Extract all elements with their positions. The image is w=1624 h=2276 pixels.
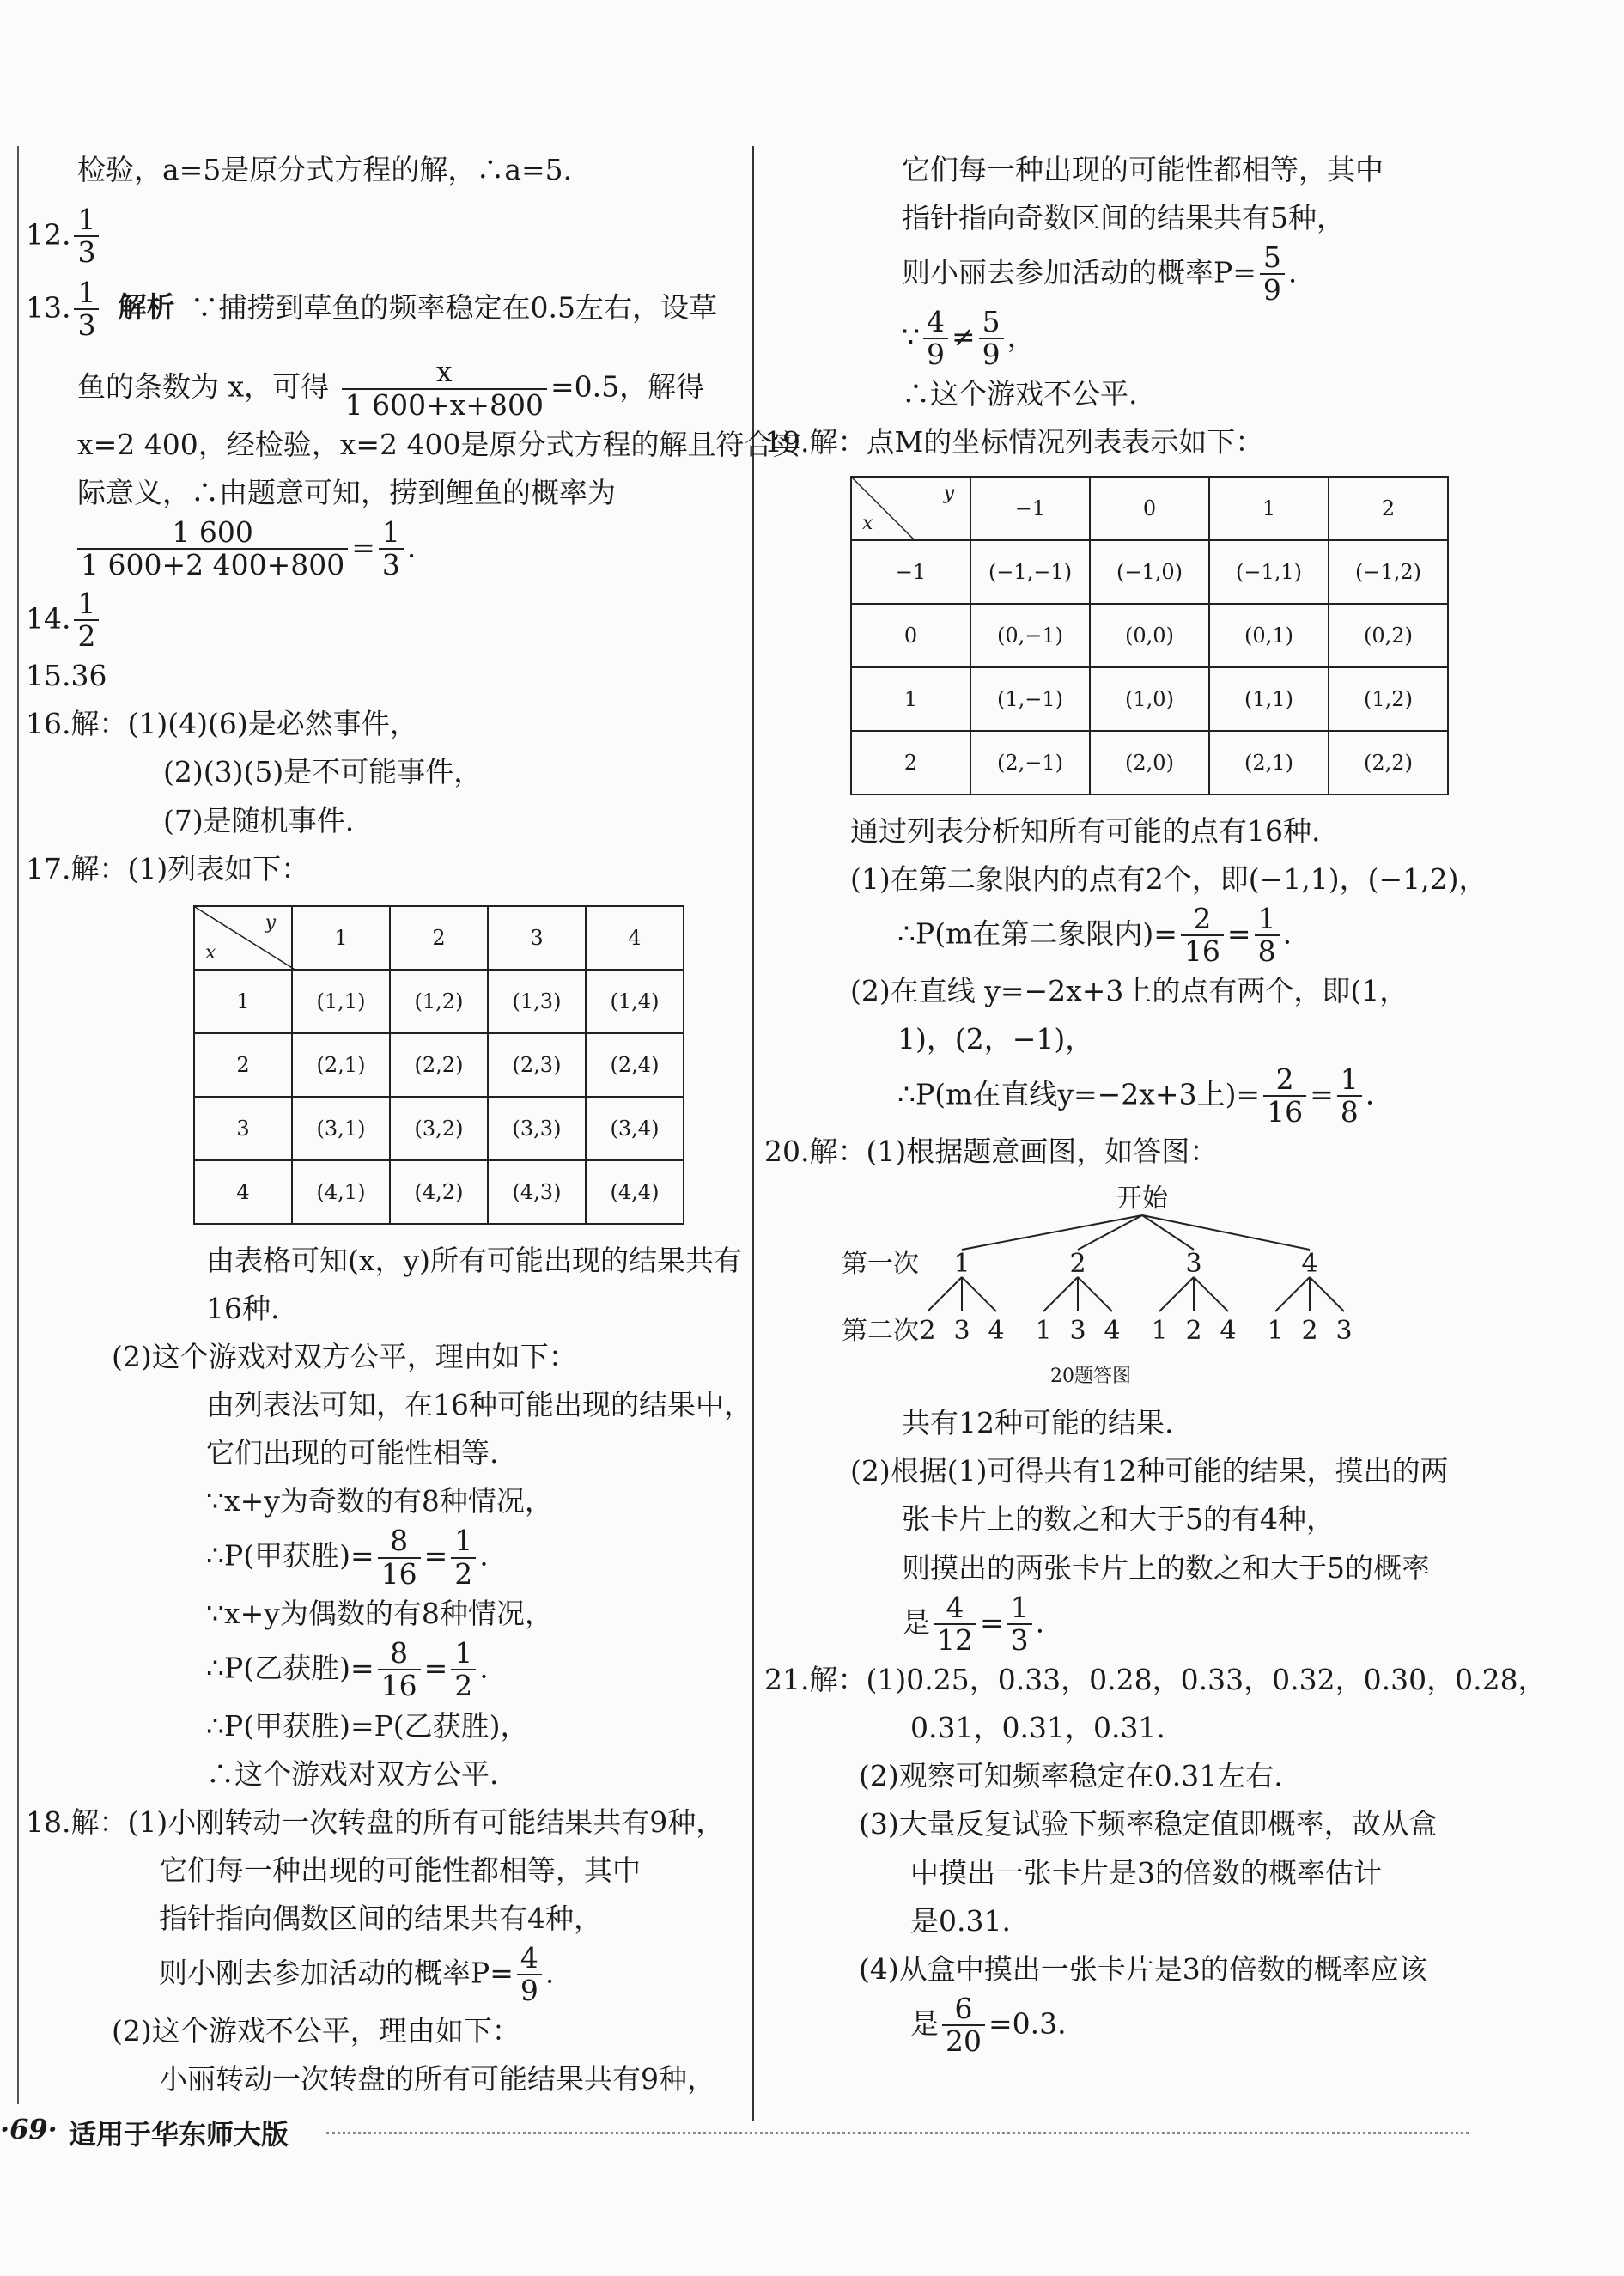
tree-start: 开始: [1116, 1184, 1168, 1214]
line: 通过列表分析知所有可能的点有16种.: [850, 813, 1321, 848]
q21: 21.解：(1)0.25，0.33，0.28，0.33，0.32，0.30，0.28，: [764, 1663, 1547, 1697]
text: 则小刚去参加活动的概率P=: [159, 1956, 514, 1990]
line: [764, 1993, 1477, 2058]
tree-leaf: 3: [1069, 1316, 1086, 1347]
line: 指针指向偶数区间的结果共有4种，: [159, 1901, 602, 1935]
table-cell: (2,1): [292, 1033, 390, 1097]
fraction: [1007, 1592, 1032, 1657]
line: 它们出现的可能性相等.: [206, 1436, 499, 1470]
numerator: 6: [942, 1993, 985, 2026]
row-header: 2: [851, 731, 970, 794]
fraction: [1260, 242, 1285, 307]
numerator: 1: [379, 517, 404, 550]
header-cell: 2: [1329, 477, 1448, 540]
numerator: 1: [74, 204, 99, 237]
text: ∴P(乙获胜)=: [206, 1651, 374, 1685]
denominator: 8: [1257, 934, 1276, 969]
text: ，: [1007, 319, 1036, 354]
tree-level-label: 第一次: [842, 1249, 919, 1280]
table-row: [194, 970, 684, 1033]
text: =: [1226, 916, 1251, 951]
q-number: 13.: [26, 289, 71, 324]
numerator: 4: [923, 307, 948, 339]
q13: [26, 277, 739, 342]
q19: 19.解：点M的坐标情况列表表示如下：: [764, 425, 1264, 459]
text: ∵: [902, 319, 920, 354]
denominator: 3: [381, 548, 400, 582]
table-header-row: [194, 906, 684, 970]
numerator: 4: [934, 1592, 976, 1625]
q15: 15.36: [26, 659, 107, 693]
denominator: 16: [380, 1669, 417, 1703]
denominator: 12: [937, 1622, 973, 1657]
row-header: 1: [851, 667, 970, 731]
q16: 16.解：(1)(4)(6)是必然事件，: [26, 707, 418, 741]
line: [764, 1064, 1477, 1129]
text: .: [1365, 1076, 1375, 1111]
fraction: [934, 1592, 976, 1657]
row-header: 4: [194, 1160, 292, 1224]
tree-leaf: 3: [953, 1316, 970, 1347]
text: =: [423, 1538, 448, 1573]
fraction: [378, 1525, 421, 1590]
denominator: 3: [77, 235, 96, 270]
q17: 17.解：(1)列表如下：: [26, 851, 310, 885]
numerator: 1: [451, 1525, 476, 1558]
denominator: 3: [77, 307, 96, 342]
denominator: 9: [520, 1974, 538, 2008]
page-number: ·69·: [0, 2113, 58, 2145]
numerator: x: [342, 356, 547, 389]
text: =0.3.: [988, 2006, 1067, 2041]
text: 是: [910, 2006, 939, 2041]
line: 16种.: [206, 1291, 280, 1325]
tree-diagram: [842, 1176, 1426, 1399]
line: (2)(3)(5)是不可能事件，: [163, 755, 483, 789]
text: =0.5，解得: [550, 369, 705, 404]
text: =: [351, 530, 375, 564]
line: 指针指向奇数区间的结果共有5种，: [902, 201, 1345, 235]
tree-leaf: 1: [1035, 1316, 1052, 1347]
text: .: [1282, 916, 1293, 951]
tree-caption: 20题答图: [1050, 1366, 1131, 1388]
table-cell: (1,4): [586, 970, 684, 1033]
text: .: [406, 530, 417, 564]
fraction: [74, 588, 99, 653]
header-cell: 2: [390, 906, 488, 970]
numerator: 1: [1337, 1064, 1362, 1097]
denominator: 2: [77, 618, 96, 653]
table-cell: (1,2): [390, 970, 488, 1033]
tree-leaf: 4: [1104, 1316, 1121, 1347]
line: (2)观察可知频率稳定在0.31左右.: [859, 1759, 1283, 1793]
line: (1)在第二象限内的点有2个，即(−1,1)，(−1,2)，: [850, 861, 1487, 896]
fraction: [77, 517, 348, 581]
fraction: [74, 277, 99, 342]
line: [26, 1943, 739, 2007]
table-cell: (1,1): [1209, 667, 1329, 731]
text: =: [1310, 1076, 1334, 1111]
tree-leaf: 2: [1185, 1316, 1202, 1347]
dotted-rule: [326, 2132, 1469, 2134]
tree-leaf: 4: [1220, 1316, 1237, 1347]
corner-cell: [194, 906, 292, 970]
text: 鱼的条数为 x，可得: [77, 369, 330, 404]
q18: 18.解：(1)小刚转动一次转盘的所有可能结果共有9种，: [26, 1804, 725, 1839]
denominator: 3: [1010, 1622, 1029, 1657]
line: ∴P(甲获胜)=P(乙获胜)，: [206, 1708, 529, 1743]
tree-leaf: 4: [988, 1316, 1005, 1347]
row-header: 3: [194, 1097, 292, 1160]
table-cell: (2,4): [586, 1033, 684, 1097]
q-number: 12.: [26, 217, 71, 252]
fraction: [74, 204, 99, 269]
table-cell: (2,2): [390, 1033, 488, 1097]
table-row: [194, 1033, 684, 1097]
text: =: [423, 1651, 448, 1685]
table-19: [850, 476, 1449, 795]
denominator: 2: [454, 1669, 473, 1703]
line: [764, 901, 1477, 969]
fraction: [1337, 1064, 1362, 1129]
denominator: 9: [982, 338, 1001, 372]
text: .: [479, 1538, 489, 1573]
line: [26, 356, 739, 421]
tree-node: 3: [1185, 1249, 1202, 1280]
table-cell: (0,0): [1090, 604, 1209, 667]
text: ∴P(m在直线y=−2x+3上)=: [897, 1076, 1261, 1111]
header-cell: 1: [292, 906, 390, 970]
denominator: 8: [1340, 1094, 1359, 1129]
fraction: [923, 304, 948, 372]
table-cell: (4,3): [488, 1160, 586, 1224]
table-row: [851, 604, 1448, 667]
tree-node: 1: [953, 1249, 970, 1280]
fraction: [1181, 901, 1224, 969]
table-cell: (0,−1): [970, 604, 1090, 667]
numerator: 4: [517, 1943, 542, 1975]
numerator: 5: [979, 307, 1004, 339]
denominator: 9: [1262, 273, 1281, 307]
line: (3)大量反复试验下频率稳定值即概率，故从盒: [859, 1807, 1438, 1841]
line: ∵x+y为偶数的有8种情况，: [206, 1596, 553, 1630]
x-label: x: [862, 512, 873, 534]
line: 中摸出一张卡片是3的倍数的概率估计: [910, 1855, 1382, 1890]
line: [764, 304, 1477, 372]
table-cell: (3,2): [390, 1097, 488, 1160]
table-header-row: [851, 477, 1448, 540]
analysis-tag: 解析: [118, 289, 175, 324]
fraction: [979, 304, 1004, 372]
tree-branches: [928, 1215, 1344, 1311]
fraction: [1255, 901, 1280, 969]
fraction: [517, 1943, 542, 2007]
line: 它们每一种出现的可能性都相等，其中: [902, 153, 1384, 186]
table-row: [851, 731, 1448, 794]
q20: 20.解：(1)根据题意画图，如答图：: [764, 1135, 1219, 1169]
text: =: [980, 1604, 1004, 1639]
table-cell: (1,−1): [970, 667, 1090, 731]
tree-level-label: 第二次: [842, 1316, 919, 1347]
tree-node: 4: [1301, 1249, 1318, 1280]
table-row: [851, 667, 1448, 731]
denominator: 16: [380, 1556, 417, 1591]
table-cell: (−1,1): [1209, 540, 1329, 604]
table-cell: (2,0): [1090, 731, 1209, 794]
line: 张卡片上的数之和大于5的有4种，: [902, 1502, 1335, 1537]
text: 则小丽去参加活动的概率P=: [902, 255, 1256, 289]
line: ∴这个游戏对双方公平.: [206, 1756, 499, 1791]
numerator: 8: [378, 1638, 421, 1670]
tree-leaf: 1: [1267, 1316, 1284, 1347]
left-column: [26, 146, 801, 2103]
denominator: 2: [454, 1556, 473, 1591]
table-row: [194, 1097, 684, 1160]
numerator: 1: [74, 588, 99, 621]
line: [764, 1592, 1477, 1657]
q12: [26, 204, 739, 269]
denominator: 16: [1267, 1094, 1304, 1129]
table-cell: (4,4): [586, 1160, 684, 1224]
denominator: 20: [946, 2024, 982, 2059]
line: (2)这个游戏对双方公平，理由如下：: [112, 1339, 577, 1373]
table-cell: (2,−1): [970, 731, 1090, 794]
header-cell: 0: [1090, 477, 1209, 540]
text: .: [544, 1956, 555, 1990]
text: .: [1287, 255, 1298, 289]
text: ∴P(甲获胜)=: [206, 1538, 374, 1573]
numerator: 1: [1255, 904, 1280, 936]
line: 是0.31.: [910, 1903, 1011, 1938]
line: (4)从盒中摸出一张卡片是3的倍数的概率应该: [859, 1951, 1427, 1986]
table-cell: (2,3): [488, 1033, 586, 1097]
table-cell: (4,1): [292, 1160, 390, 1224]
line: 0.31，0.31，0.31.: [910, 1711, 1165, 1745]
numerator: 5: [1260, 242, 1285, 275]
header-cell: −1: [970, 477, 1090, 540]
table-cell: (1,1): [292, 970, 390, 1033]
table-cell: (3,1): [292, 1097, 390, 1160]
table-cell: (1,0): [1090, 667, 1209, 731]
table-row: [851, 540, 1448, 604]
line: ∵x+y为奇数的有8种情况，: [206, 1484, 553, 1518]
table-17: [193, 905, 684, 1225]
line: (7)是随机事件.: [163, 803, 355, 837]
line: [764, 242, 1477, 307]
table-cell: (−1,0): [1090, 540, 1209, 604]
header-cell: 1: [1209, 477, 1329, 540]
q14: [26, 588, 739, 653]
line: (2)在直线 y=−2x+3上的点有两个，即(1，: [850, 974, 1408, 1008]
table-cell: (3,3): [488, 1097, 586, 1160]
numerator: 1: [1007, 1592, 1032, 1625]
y-label: y: [265, 911, 276, 934]
tree-leaf: 2: [1301, 1316, 1318, 1347]
row-header: −1: [851, 540, 970, 604]
table-cell: (0,1): [1209, 604, 1329, 667]
text: ∴P(m在第二象限内)=: [897, 916, 1177, 951]
table-row: [194, 1160, 684, 1224]
denominator: 1 600+x+800: [344, 387, 544, 422]
line: 1)，(2，−1)，: [897, 1022, 1094, 1056]
text: .: [1035, 1604, 1045, 1639]
x-label: x: [205, 941, 216, 964]
fraction: [451, 1525, 476, 1590]
tree-node: 2: [1069, 1249, 1086, 1280]
tree-leaf: 2: [919, 1316, 936, 1347]
numerator: 2: [1181, 904, 1224, 936]
corner-cell: [851, 477, 970, 540]
table-cell: (4,2): [390, 1160, 488, 1224]
numerator: 8: [378, 1525, 421, 1558]
line: 由列表法可知，在16种可能出现的结果中，: [206, 1388, 752, 1421]
text: .: [479, 1651, 489, 1685]
numerator: 1 600: [77, 517, 348, 550]
header-cell: 3: [488, 906, 586, 970]
line: [26, 1635, 739, 1703]
line: 它们每一种出现的可能性都相等，其中: [159, 1853, 641, 1887]
table-cell: (2,2): [1329, 731, 1448, 794]
line: 际意义，∴由题意可知，捞到鲤鱼的概率为: [77, 475, 616, 509]
table-cell: (−1,2): [1329, 540, 1448, 604]
numerator: 2: [1263, 1064, 1306, 1097]
table-cell: (2,1): [1209, 731, 1329, 794]
line: (2)这个游戏不公平，理由如下：: [112, 2013, 520, 2048]
line: [26, 1525, 739, 1590]
line: x=2 400，经检验，x=2 400是原分式方程的解且符合实: [77, 427, 801, 461]
line: 由表格可知(x，y)所有可能出现的结果共有: [206, 1243, 743, 1277]
page-edge-line: [17, 146, 19, 2104]
header-cell: 4: [586, 906, 684, 970]
edition-label: 适用于华东师大版: [69, 2118, 289, 2151]
line: ∴这个游戏不公平.: [902, 377, 1138, 411]
row-header: 0: [851, 604, 970, 667]
row-header: 2: [194, 1033, 292, 1097]
tree-leaf: 1: [1151, 1316, 1168, 1347]
table-cell: (0,2): [1329, 604, 1448, 667]
denominator: 1 600+2 400+800: [81, 548, 345, 582]
table-cell: (−1,−1): [970, 540, 1090, 604]
fraction: [378, 1635, 421, 1703]
fraction: [451, 1635, 476, 1703]
text: ≠: [952, 319, 976, 354]
fraction: [942, 1993, 985, 2058]
line: 小丽转动一次转盘的所有可能结果共有9种，: [159, 2061, 715, 2096]
text: ∵捕捞到草鱼的频率稳定在0.5左右，设草: [190, 289, 717, 324]
numerator: 1: [451, 1638, 476, 1670]
fraction: [379, 517, 404, 581]
table-cell: (3,4): [586, 1097, 684, 1160]
row-header: 1: [194, 970, 292, 1033]
line: [26, 517, 739, 581]
table-cell: (1,2): [1329, 667, 1448, 731]
right-column: [764, 146, 1547, 2059]
text: 是: [902, 1604, 930, 1639]
line: 共有12种可能的结果.: [902, 1406, 1174, 1440]
fraction: [342, 356, 547, 421]
table-cell: (1,3): [488, 970, 586, 1033]
q-number: 14.: [26, 600, 71, 635]
y-label: y: [943, 482, 954, 504]
line: 则摸出的两张卡片上的数之和大于5的概率: [902, 1550, 1430, 1585]
line: (2)根据(1)可得共有12种可能的结果，摸出的两: [850, 1454, 1449, 1488]
numerator: 1: [74, 277, 99, 310]
line: 检验，a=5是原分式方程的解，∴a=5.: [77, 153, 573, 186]
denominator: 9: [927, 338, 945, 372]
denominator: 16: [1183, 934, 1220, 969]
fraction: [1263, 1064, 1306, 1129]
tree-leaf: 3: [1335, 1316, 1353, 1347]
